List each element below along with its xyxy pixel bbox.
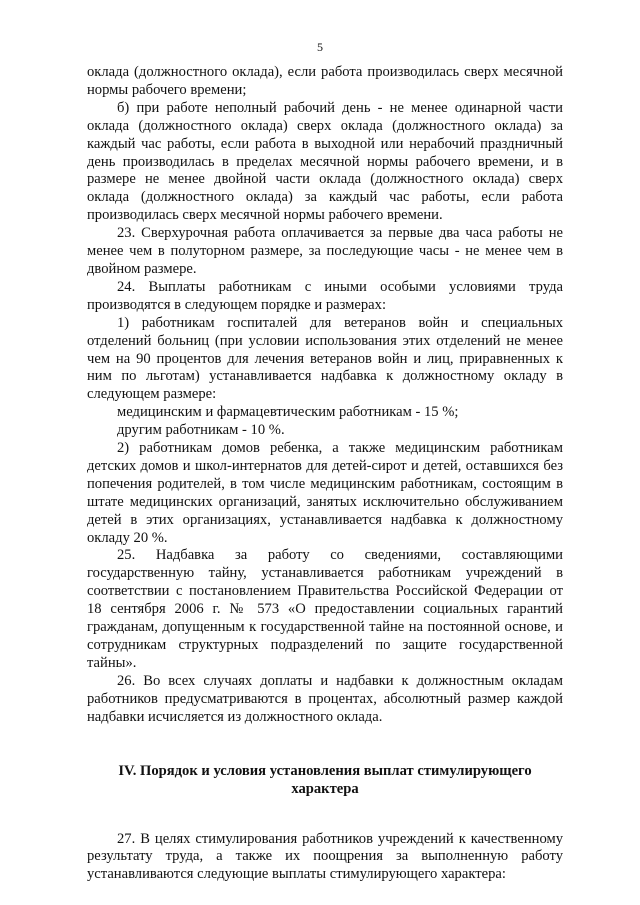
paragraph-24-item-1: 1) работникам госпиталей для ветеранов войн и специальных отделений больниц (при условии использования этих отделений не менее чем на 90 процентов для лечения ветеранов войн и лиц, приравненных к ним по льготам) устанавливается надбавка к должностному окладу в следующем размере: — [87, 314, 563, 403]
paragraph-24: 24. Выплаты работникам с иными особыми условиями труда производятся в следующем порядке и размерах: — [87, 278, 563, 313]
paragraph-26: 26. Во всех случаях доплаты и надбавки к должностным окладам работников предусматриваются в процентах, абсолютный размер каждой надбавки исчисляется из должностного оклада. — [87, 672, 563, 725]
document-body — [87, 64, 563, 884]
section-heading — [87, 762, 563, 798]
paragraph-continuation: оклада (должностного оклада), если работа производилась сверх месячной нормы рабочего времени; — [87, 64, 563, 98]
paragraph-medical-staff-rate: медицинским и фармацевтическим работникам - 15 %; — [117, 404, 459, 421]
section-heading-line-2: характера — [291, 780, 359, 797]
paragraph-item-b: б) при работе неполный рабочий день - не менее одинарной части оклада (должностного оклада) сверх оклада (должностного оклада) за каждый час работы, если работа в выходной или нерабочий праздничный день производилась в пределах месячной нормы рабочего времени, и в размере не менее двойной части оклада (должностного оклада) сверх оклада (должностного оклада) за каждый час работы, если работа производилась сверх месячной нормы рабочего времени. — [87, 99, 563, 224]
paragraph-27: 27. В целях стимулирования работников учреждений к качественному результату труда, а также их поощрения за выполненную работу устанавливаются следующие выплаты стимулирующего характера: — [87, 830, 563, 883]
paragraph-23: 23. Сверхурочная работа оплачивается за первые два часа работы не менее чем в полуторном размере, за последующие часы - не менее чем в двойном размере. — [87, 225, 563, 277]
page-number: 5 — [317, 40, 323, 54]
paragraph-24-item-2: 2) работникам домов ребенка, а также медицинским работникам детских домов и школ-интернатов для детей-сирот и детей, оставшихся без попечения родителей, в том числе медицинским работникам, состоящим в штате медицинских организаций, занятых исключительно обслуживанием детей в этих организациях, устанавливается надбавка к должностному окладу 20 %. — [87, 440, 563, 546]
paragraph-25: 25. Надбавка за работу со сведениями, составляющими государственную тайну, устанавливается работникам учреждений в соответствии с постановлением Правительства Российской Федерации от 18 сентября 2006 г. № 573 «О предоставлении социальных гарантий гражданам, допущенным к государственной тайне на постоянной основе, и сотрудникам структурных подразделений по защите государственной тайны». — [87, 547, 563, 671]
paragraph-other-staff-rate: другим работникам - 10 %. — [117, 422, 285, 439]
section-heading-line-1: IV. Порядок и условия установления выплат стимулирующего — [118, 762, 532, 779]
